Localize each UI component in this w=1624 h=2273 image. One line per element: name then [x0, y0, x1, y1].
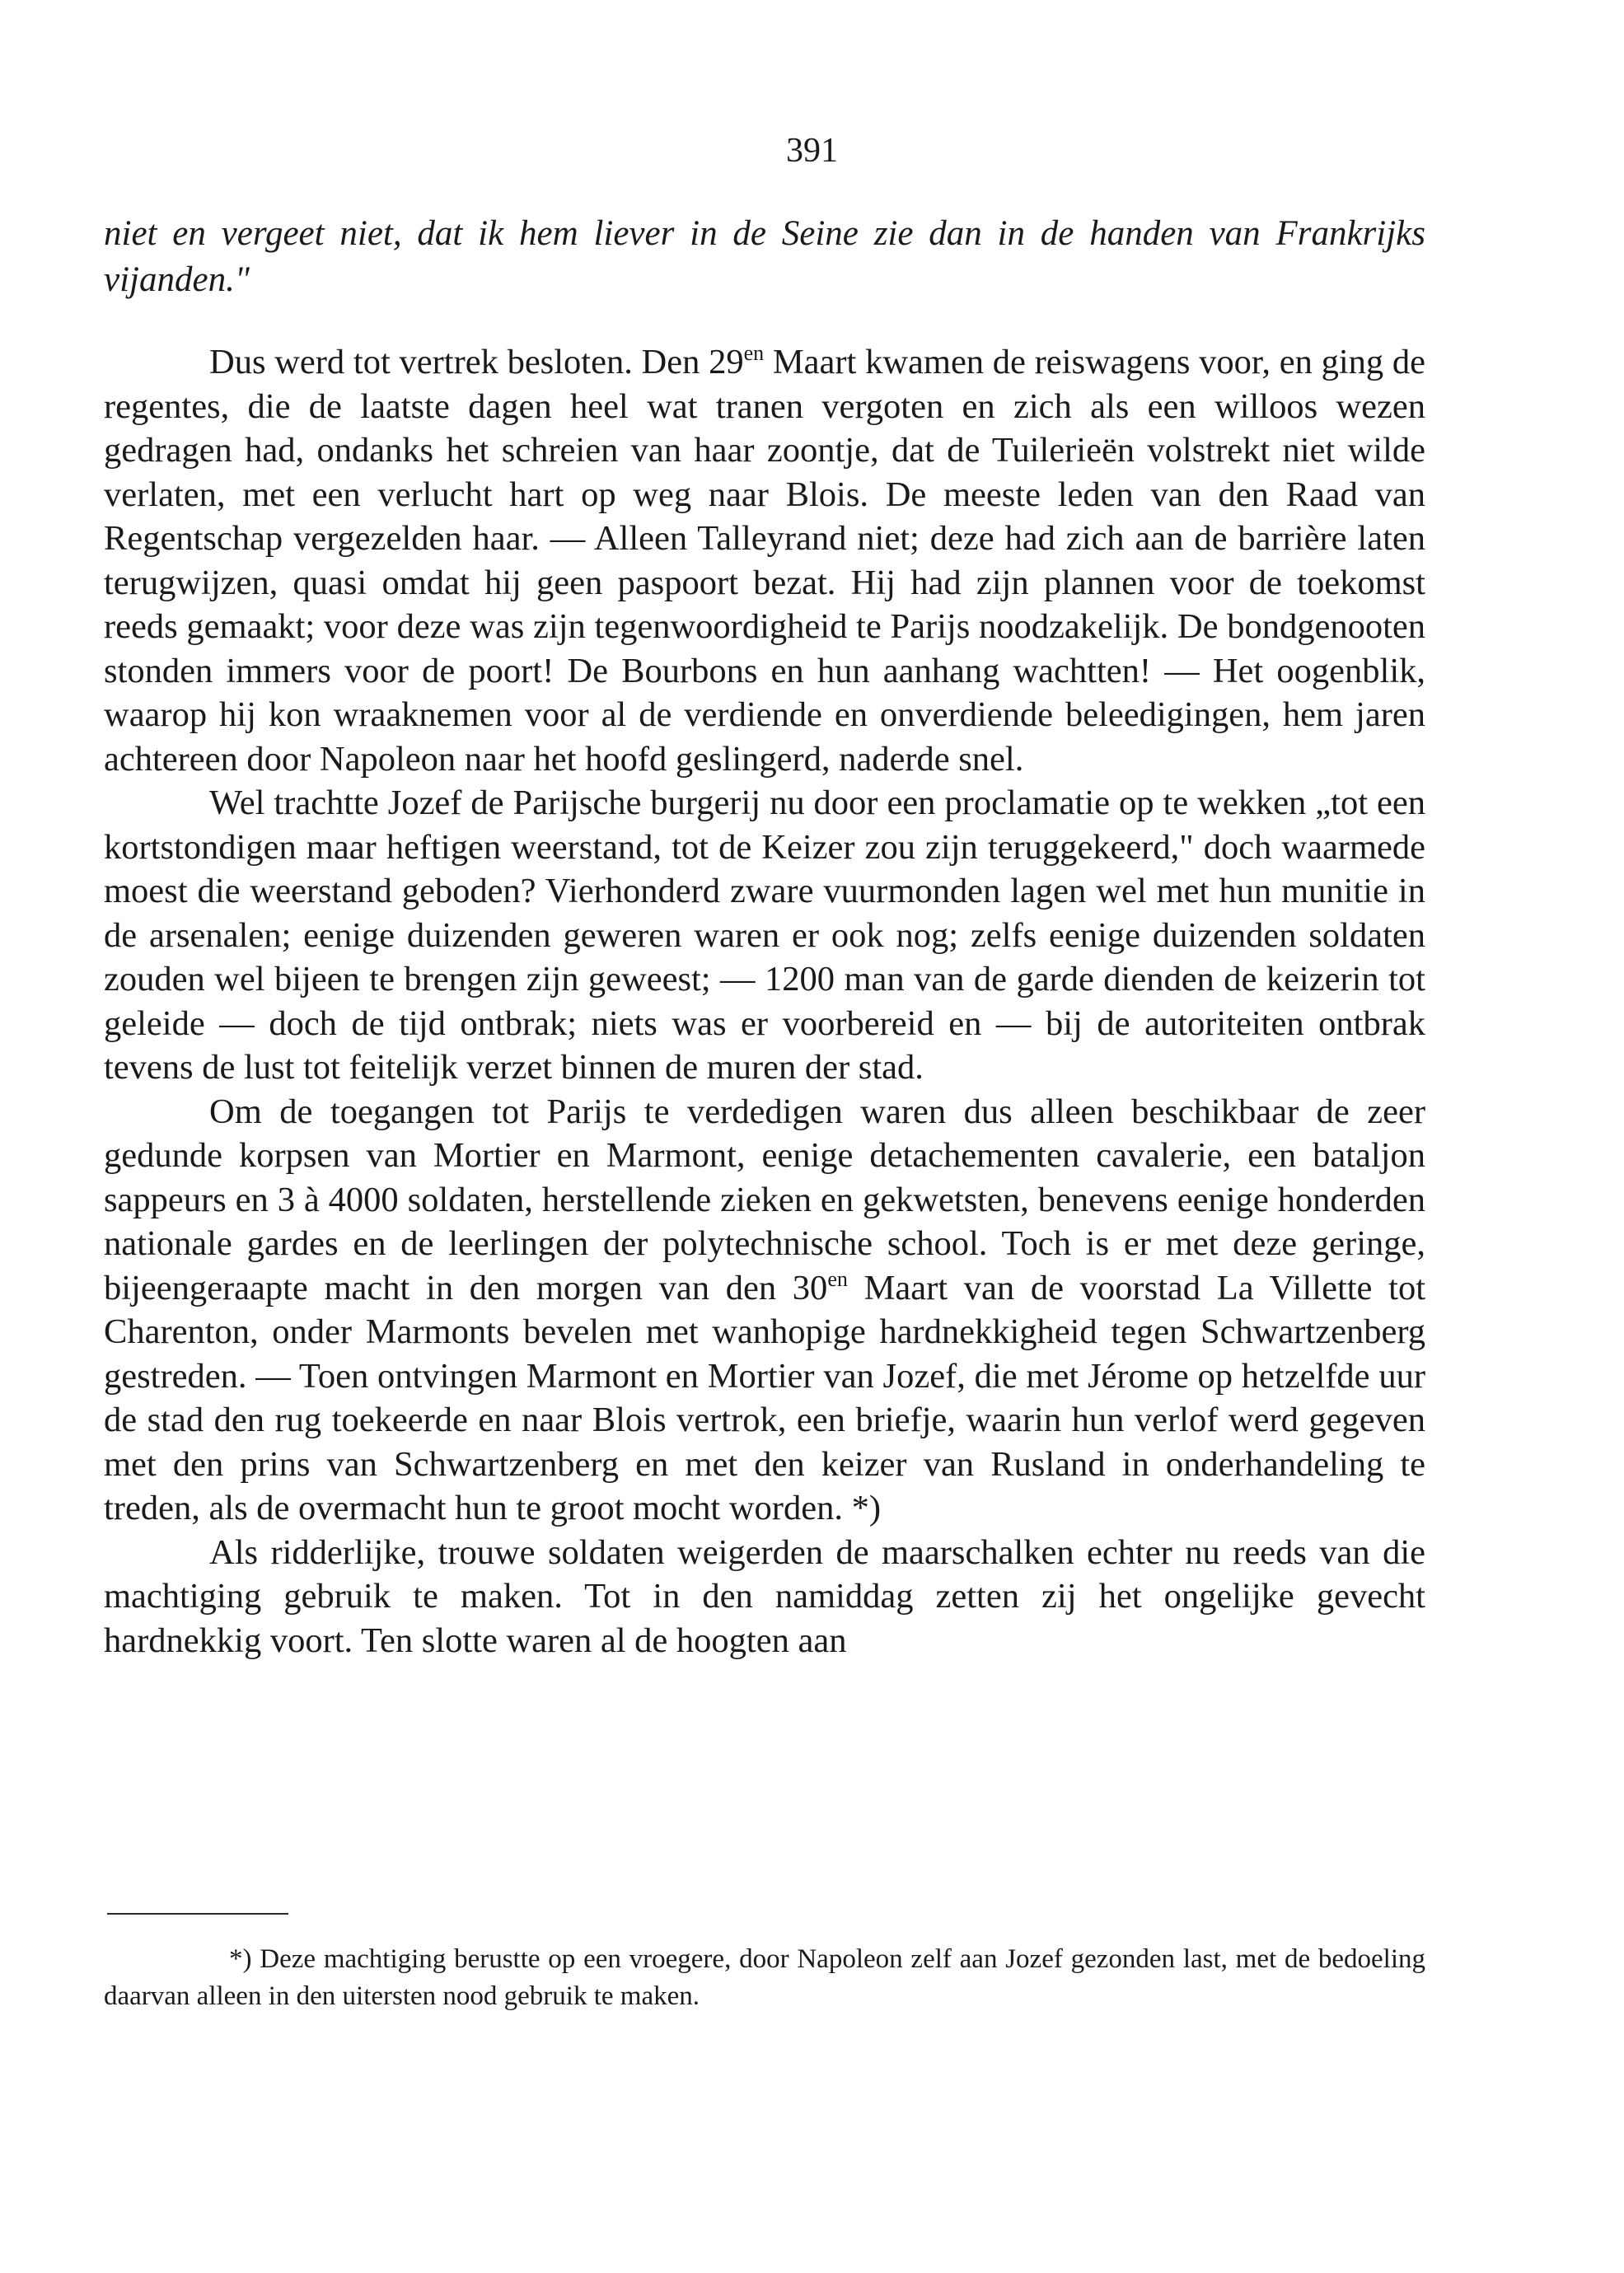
body-text: [104, 340, 1425, 1663]
footnote: [104, 1941, 1425, 2015]
paragraph-marshals: Als ridderlijke, trouwe soldaten weigerden de maarschalken echter nu reeds van die machtiging gebruik te maken. Tot in den namiddag zetten zij het ongelijke gevecht hardnekkig voort. Ten slotte waren al de hoogten aan: [104, 1532, 1425, 1660]
paragraph-proclamation: Wel trachtte Jozef de Parijsche burgerij nu door een proclamatie op te wekken „tot een kortstondigen maar heftigen weerstand, tot de Keizer zou zijn teruggekeerd," doch waarmede moest die weerstand geboden? Vierhonderd zware vuurmonden lagen wel met hun munitie in de arsenalen; eenige duizenden geweren waren er ook nog; zelfs eenige duizenden soldaten zouden wel bijeen te brengen zijn geweest; — 1200 man van de garde dienden de keizerin tot geleide — doch de tijd ontbrak; niets was er voorbereid en — bij de autoriteiten ontbrak tevens de lust tot feitelijk verzet binnen de muren der stad.: [104, 783, 1425, 1087]
paragraph-departure: [104, 340, 1425, 781]
paragraph-text: Maart van de voorstad La Villette tot Charenton, onder Marmonts bevelen met wanhopige hardnekkigheid tegen Schwartzenberg gestreden. — Toen ontvingen Marmont en Mortier van Jozef, die met Jérome op hetzelfde uur de stad den rug toekeerde en naar Blois vertrok, een briefje, waarin hun verlof werd gegeven met den prins van Schwartzenberg en met den keizer van Rusland in onderhandeling te treden, als de overmacht hun te groot mocht worden. *): [104, 1268, 1425, 1527]
quote-continuation: niet en vergeet niet, dat ik hem liever in de Seine zie dan in de handen van Frankrijks vijanden.": [104, 214, 1425, 299]
paragraph-defense: [104, 1090, 1425, 1531]
footnote-divider: [107, 1913, 288, 1915]
footnote-text: Deze machtiging berustte op een vroegere, door Napoleon zelf aan Jozef gezonden last, met de bedoeling daarvan alleen in den uitersten nood gebruik te maken.: [104, 1944, 1425, 2011]
paragraph-text: Dus werd tot vertrek besloten. Den 29: [209, 343, 744, 381]
ordinal-suffix: en: [743, 341, 765, 365]
ordinal-suffix: en: [827, 1266, 848, 1291]
page-number: 391: [786, 132, 838, 170]
paragraph-text: Maart kwamen de reiswagens voor, en ging de regentes, die de laatste dagen heel wat tranen vergoten en zich als een willoos wezen gedragen had, ondanks het schreien van haar zoontje, dat de Tuilerieën volstrekt niet wilde verlaten, met een verlucht hart op weg naar Blois. De meeste leden van den Raad van Regentschap vergezelden haar. — Alleen Talleyrand niet; deze had zich aan de barrière laten terugwijzen, quasi omdat hij geen paspoort bezat. Hij had zijn plannen voor de toekomst reeds gemaakt; voor deze was zijn tegenwoordigheid te Parijs noodzakelijk. De bondgenooten stonden immers voor de poort! De Bourbons en hun aanhang wachtten! — Het oogenblik, waarop hij kon wraaknemen voor al de verdiende en onverdiende beleedigingen, hem jaren achtereen door Napoleon naar het hoofd geslingerd, naderde snel.: [104, 343, 1425, 779]
paragraph-text: Om de toegangen tot Parijs te verdedigen waren dus alleen beschikbaar de zeer gedunde korpsen van Mortier en Marmont, eenige detachementen cavalerie, een bataljon sappeurs en 3 à 4000 soldaten, herstellende zieken en gekwetsten, benevens eenige honderden nationale gardes en de leerlingen der polytechnische school. Toch is er met deze geringe, bijeengeraapte macht in den morgen van den 30: [104, 1092, 1425, 1307]
footnote-mark: *): [229, 1944, 252, 1974]
